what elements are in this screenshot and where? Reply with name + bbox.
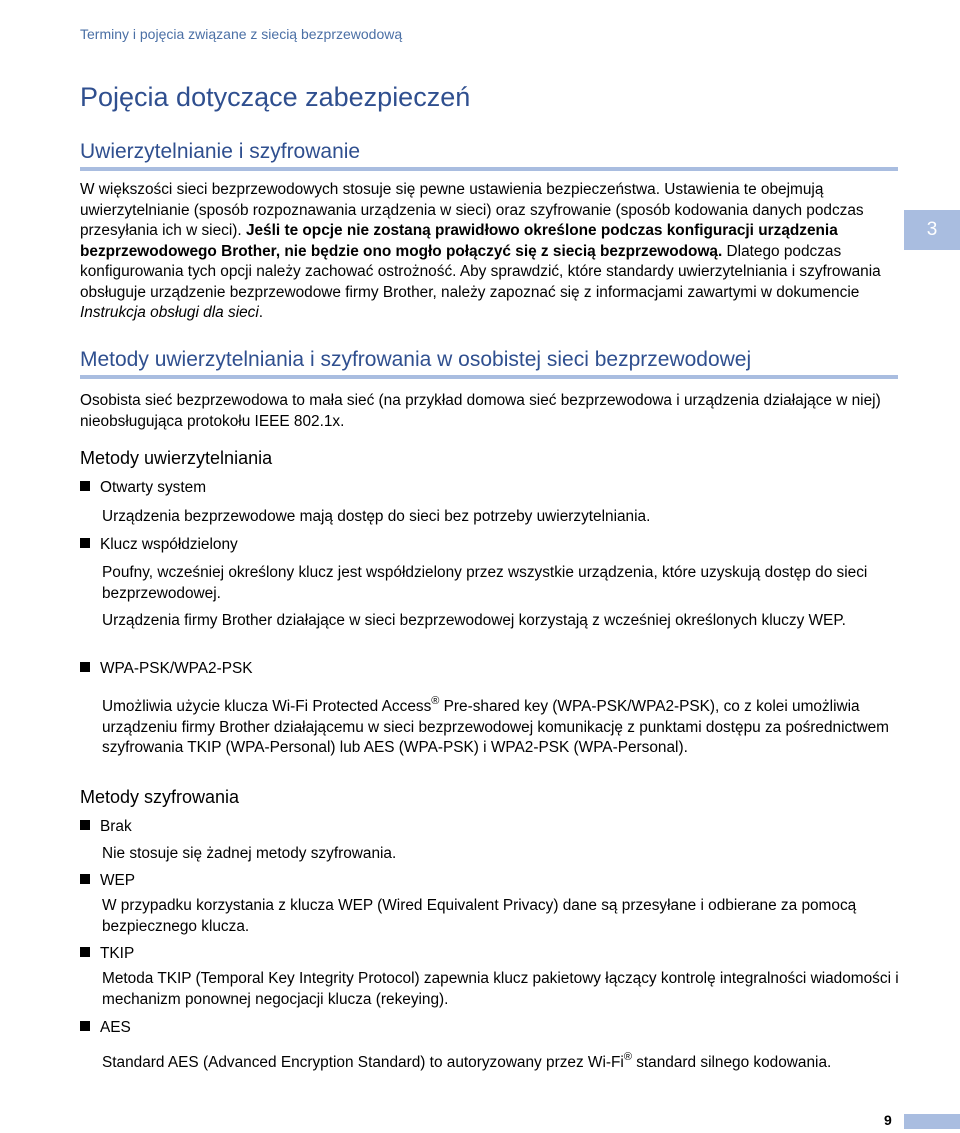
list-item [80,478,206,498]
intro-paragraph [80,180,900,324]
square-bullet-icon [80,662,90,672]
page-title: Pojęcia dotyczące zabezpieczeń [80,82,471,112]
page-number-bar [904,1114,960,1129]
square-bullet-icon [80,874,90,884]
personal-network-paragraph: Osobista sieć bezprzewodowa to mała sieć (na przykład domowa sieć bezprzewodowa i urządzenia działające w niej) nieobsługująca protokołu IEEE 802.1x. [80,392,881,430]
square-bullet-icon [80,820,90,830]
encryption-methods-heading: Metody szyfrowania [80,787,240,807]
list-item [80,659,253,679]
running-header: Terminy i pojęcia związane z siecią bezprzewodową [80,26,403,42]
list-item-desc [102,1047,902,1074]
chapter-tab: 3 [904,210,960,250]
desc-text: Standard AES (Advanced Encryption Standard) to autoryzowany przez Wi-Fi [102,1054,624,1071]
list-item [80,944,134,964]
network-guide-title: Instrukcja obsługi dla sieci [80,304,259,321]
list-item-label: Klucz współdzielony [100,536,238,553]
list-item [80,1018,131,1038]
list-item-label: WEP [100,872,136,889]
desc-text-continued: standard silnego kodowania. [631,1054,832,1071]
registered-mark: ® [431,695,440,707]
section-heading-auth-encryption: Uwierzytelnianie i szyfrowanie [80,140,361,163]
desc-text: Umożliwia użycie klucza Wi-Fi Protected Access [102,698,432,715]
square-bullet-icon [80,947,90,957]
square-bullet-icon [80,481,90,491]
desc-text-continued: Pre-shared key (WPA-PSK/WPA2-PSK), co z kolei umożliwia urządzeniu firmy Brother działającemu w sieci bezprzewodowej komunikację z punktami dostępu za pośrednictwem szyfrowania TKIP (WPA-Personal) lub AES (WPA-PSK) i WPA2-PSK (WPA-Personal). [102,698,889,756]
square-bullet-icon [80,538,90,548]
registered-mark: ® [623,1051,632,1063]
section-divider [80,167,898,171]
list-item-label: Brak [100,818,132,835]
square-bullet-icon [80,1021,90,1031]
list-item-desc: Urządzenia firmy Brother działające w sieci bezprzewodowej korzystają z wcześniej określonych kluczy WEP. [102,612,846,629]
list-item-desc: Metoda TKIP (Temporal Key Integrity Protocol) zapewnia klucz pakietowy łączący kontrolę integralności wiadomości i mechanizm ponownej negocjacji klucza (rekeying). [102,970,899,1008]
list-item-desc: Poufny, wcześniej określony klucz jest współdzielony przez wszystkie urządzenia, które uzyskują dostęp do sieci bezprzewodowej. [102,564,868,602]
intro-text-continued: Dlatego podczas konfigurowania tych opcji należy zachować ostrożność. Aby sprawdzić, które standardy uwierzytelniania i szyfrowania obsługuje urządzenie bezprzewodowe firmy Brother, należy zapoznać się z informacjami zawartymi w dokumencie [80,242,881,301]
intro-text-end: . [258,304,264,321]
list-item-desc [102,691,902,759]
list-item [80,817,132,837]
intro-text: W większości sieci bezprzewodowych stosuje się pewne ustawienia bezpieczeństwa. Ustawienia te obejmują uwierzytelnianie (sposób rozpoznawania urządzenia w sieci) oraz szyfrowanie (sposób kodowania danych podczas przesyłania ich w sieci). [80,181,864,239]
list-item-label: WPA-PSK/WPA2-PSK [100,660,253,677]
list-item-label: TKIP [100,945,135,962]
list-item-label: Otwarty system [100,479,207,496]
list-item-label: AES [100,1019,131,1036]
list-item [80,535,238,555]
section-divider [80,375,898,379]
list-item-desc: W przypadku korzystania z klucza WEP (Wired Equivalent Privacy) dane są przesyłane i odbierane za pomocą bezpiecznego klucza. [102,897,857,935]
page-number: 9 [884,1112,892,1128]
list-item [80,871,135,891]
list-item-desc: Nie stosuje się żadnej metody szyfrowania. [102,845,397,862]
intro-warning: Jeśli te opcje nie zostaną prawidłowo określone podczas konfiguracji urządzenia bezprzewodowego Brother, nie będzie ono mogło połączyć się z siecią bezprzewodową. [80,222,838,260]
section-heading-personal-network: Metody uwierzytelniania i szyfrowania w osobistej sieci bezprzewodowej [80,348,752,371]
list-item-desc: Urządzenia bezprzewodowe mają dostęp do sieci bez potrzeby uwierzytelniania. [102,508,651,525]
auth-methods-heading: Metody uwierzytelniania [80,448,273,468]
